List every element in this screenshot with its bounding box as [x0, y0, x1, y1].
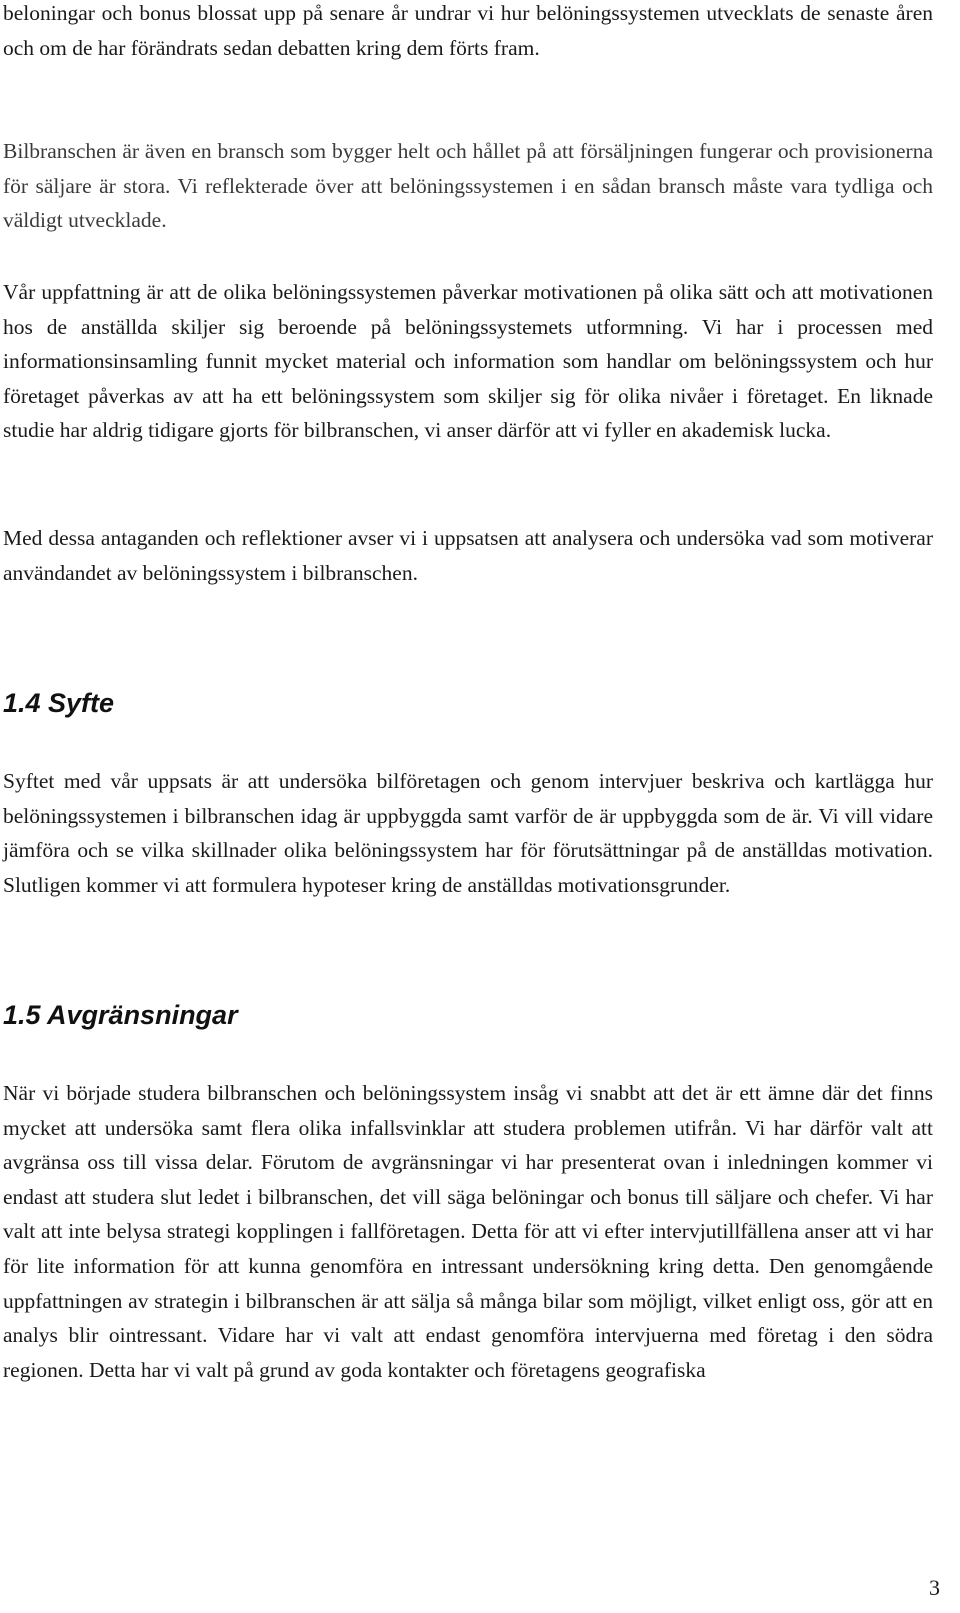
paragraph-syfte: Syftet med vår uppsats är att undersöka bilföretagen och genom intervjuer beskriva och kartlägga hur belöningssystemen i bilbranschen idag är uppbyggda samt varför de är uppbyggda som de är. Vi vill vidare jämföra och se vilka skillnader olika belöningssystem har för förutsättningar på de anställdas motivation. Slutligen kommer vi att formulera hypoteser kring de anställdas motivationsgrunder.	[3, 769, 933, 897]
section-heading-avgransningar: 1.5 Avgränsningar	[3, 1000, 238, 1030]
paragraph-avgransningar: När vi började studera bilbranschen och belöningssystem insåg vi snabbt att det är ett ämne där det finns mycket att undersöka samt flera olika infallsvinklar att studera problemen utifrån. Vi har därför valt att avgränsa oss till vissa delar. Förutom de avgränsningar vi har presenterat ovan i inledningen kommer vi endast att studera slut ledet i bilbranschen, det vill säga belöningar och bonus till säljare och chefer. Vi har valt att inte belysa strategi kopplingen i fallföretagen. Detta för att vi efter intervjutillfällena anser att vi har för lite information för att kunna genomföra en intressant undersökning kring detta. Den genomgående uppfattningen av strategin i bilbranschen är att sälja så många bilar som möjligt, vilket enligt oss, gör att en analys blir ointressant. Vidare har vi valt att endast genomföra intervjuerna med företag i den södra regionen. Detta har vi valt på grund av goda kontakter och företagens geografiska	[3, 1081, 933, 1382]
paragraph-antaganden: Med dessa antaganden och reflektioner avser vi i uppsatsen att analysera och undersöka vad som motiverar användandet av belöningssystem i bilbranschen.	[3, 526, 933, 585]
paragraph-bilbranschen: Bilbranschen är även en bransch som bygger helt och hållet på att försäljningen fungerar och provisionerna för säljare är stora. Vi reflekterade över att belöningssystemen i en sådan bransch måste vara tydliga och väldigt utvecklade.	[3, 139, 933, 233]
page-number: 3	[929, 1575, 940, 1600]
paragraph-intro-continuation: beloningar och bonus blossat upp på senare år undrar vi hur belöningssystemen utvecklats de senaste åren och om de har förändrats sedan debatten kring dem förts fram.	[3, 1, 933, 60]
paragraph-uppfattning: Vår uppfattning är att de olika belöningssystemen påverkar motivationen på olika sätt och att motivationen hos de anställda skiljer sig beroende på belöningssystemets utformning. Vi har i processen med informationsinsamling funnit mycket material och information som handlar om belöningssystem och hur företaget påverkas av att ha ett belöningssystem som skiljer sig för olika nivåer i företaget. En liknade studie har aldrig tidigare gjorts för bilbranschen, vi anser därför att vi fyller en akademisk lucka.	[3, 280, 933, 443]
section-heading-syfte: 1.4 Syfte	[3, 688, 115, 718]
